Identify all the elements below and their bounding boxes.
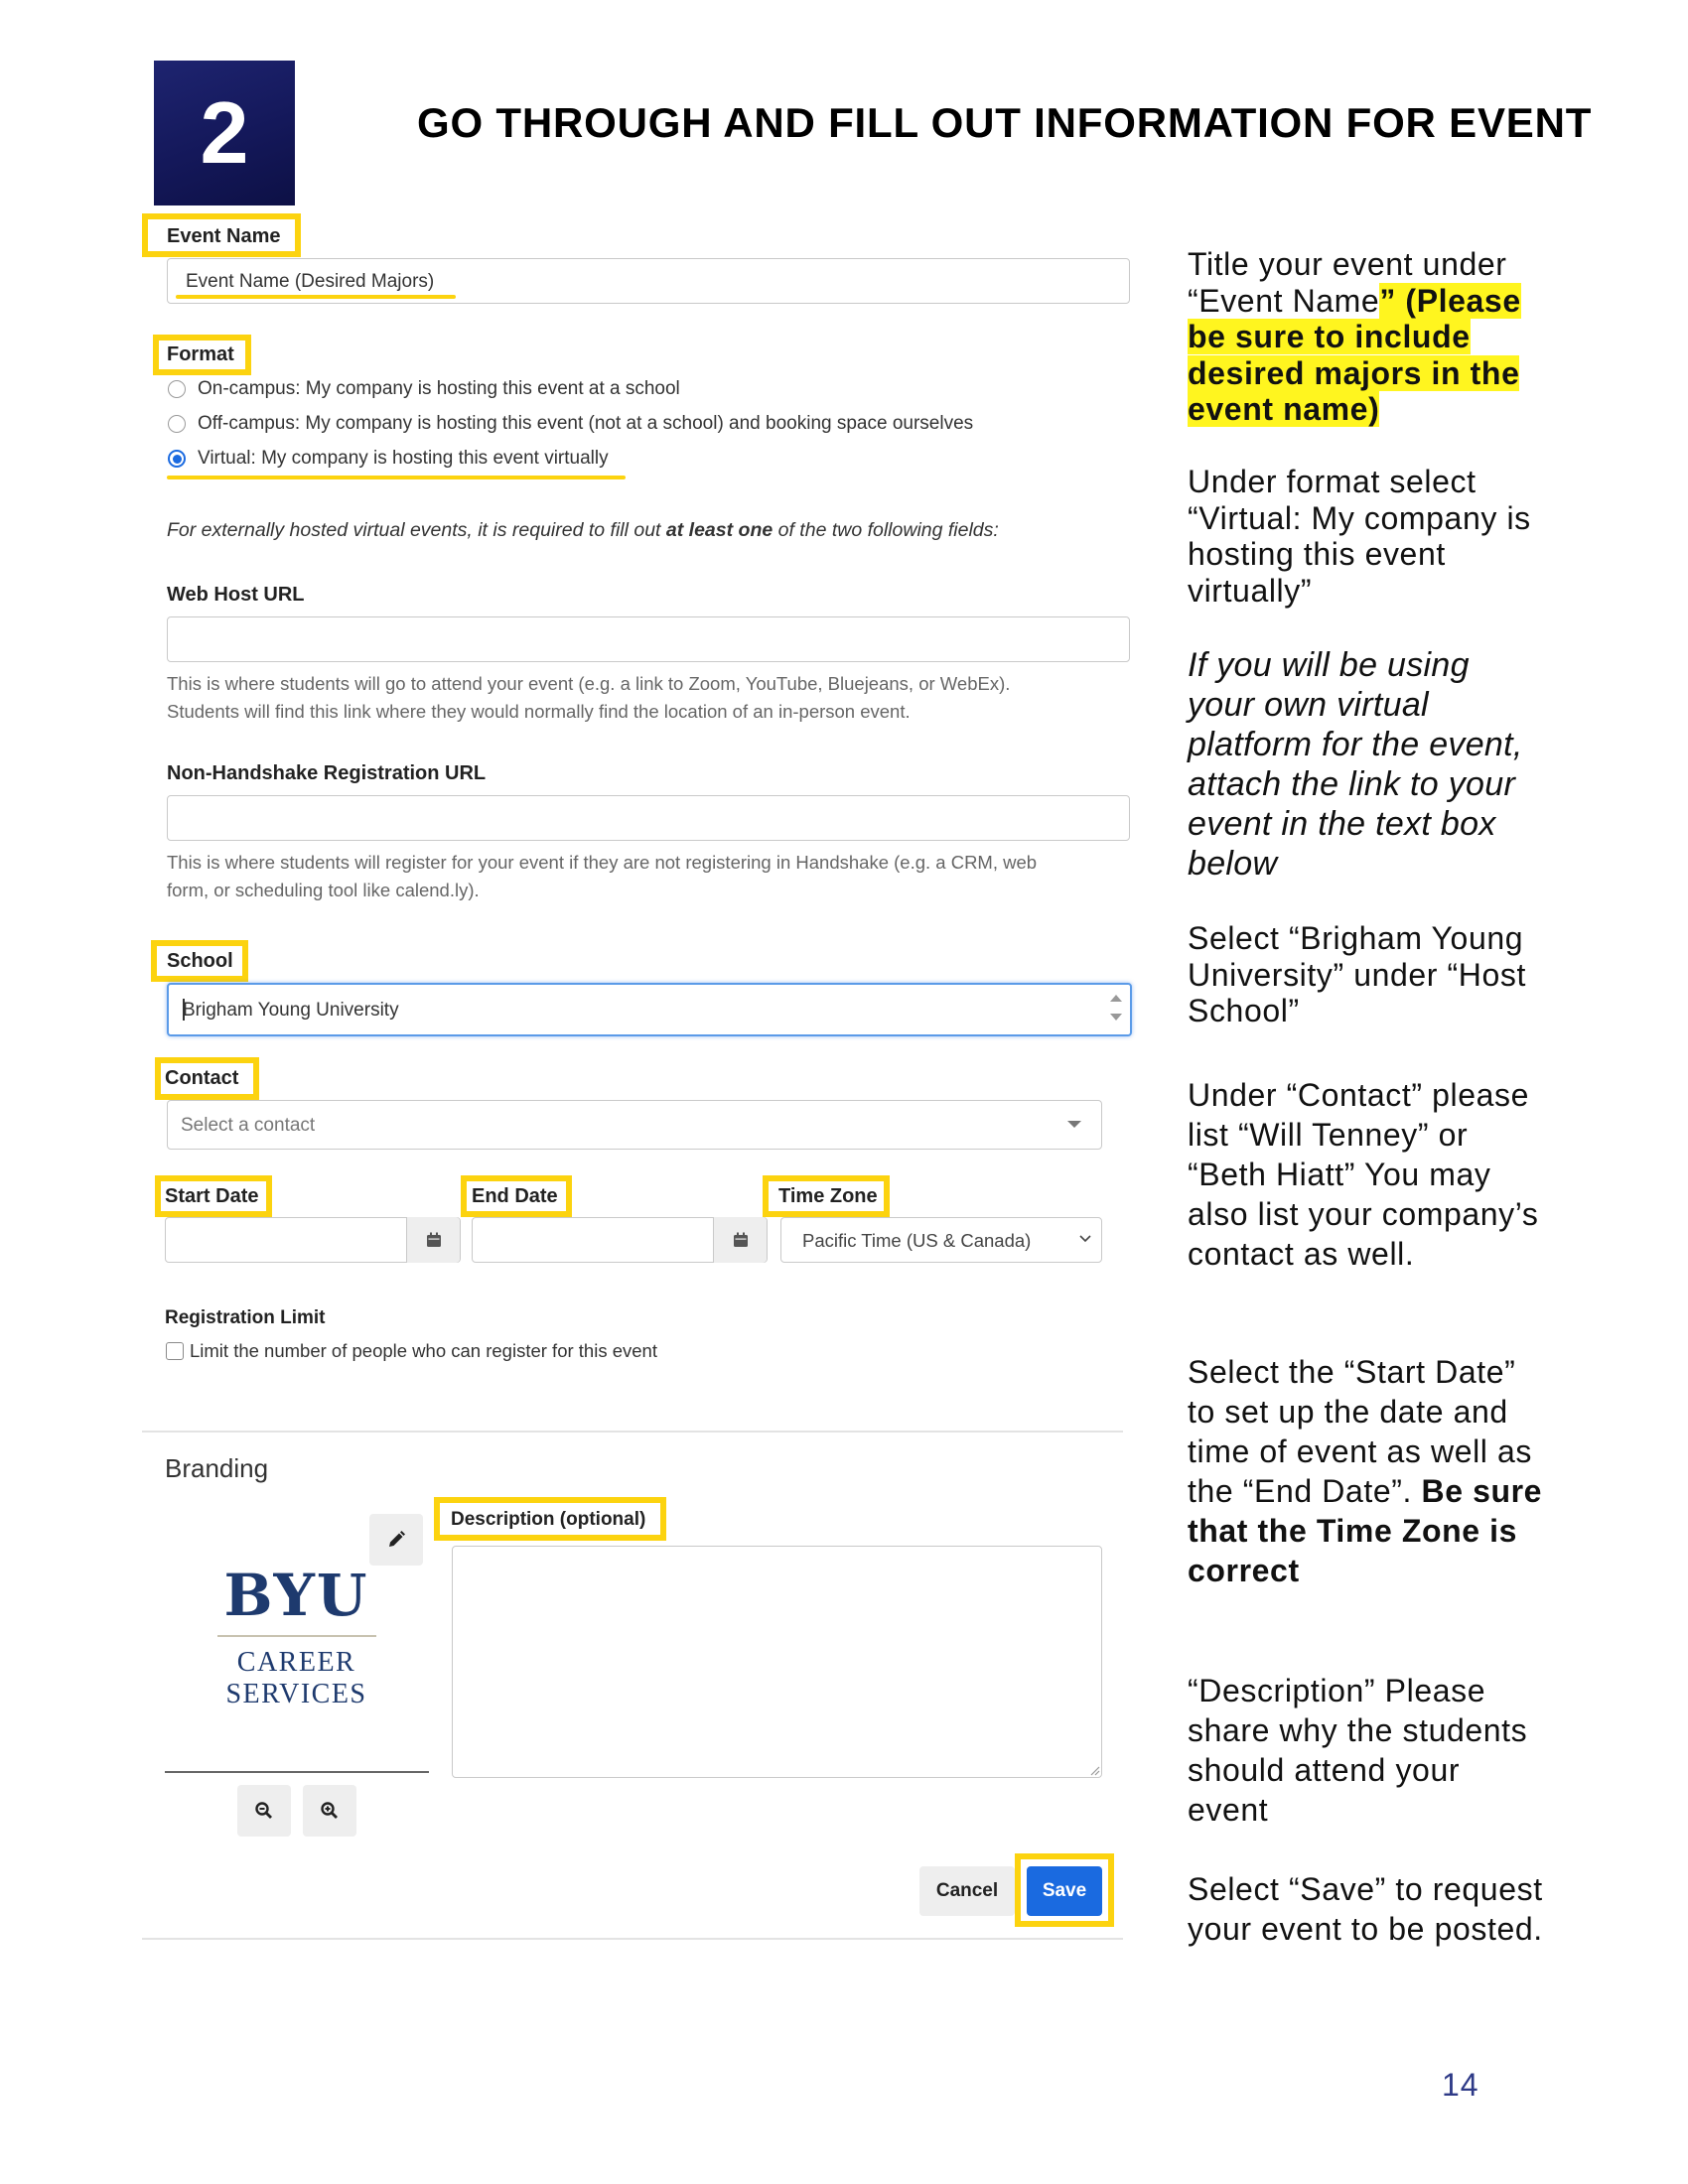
school-value: Brigham Young University (183, 1000, 399, 1021)
school-spinner[interactable] (1108, 991, 1124, 1030)
registration-url-help (167, 849, 1120, 904)
description-textarea[interactable] (452, 1546, 1102, 1778)
instruction-event-name-text: Title your event under “Event Name (1188, 246, 1507, 319)
instruction-dates-bold: Be sure that the Time Zone is correct (1188, 1473, 1543, 1588)
byu-logo (165, 1562, 428, 1709)
edit-logo-button[interactable] (369, 1514, 423, 1566)
registration-url-input[interactable] (167, 795, 1130, 841)
section-divider (142, 1431, 1123, 1433)
instruction-save: Select “Save” to request your event to be posted. (1188, 1871, 1543, 1947)
step-number-badge: 2 (154, 61, 295, 205)
logo-divider (217, 1635, 376, 1637)
time-zone-label: Time Zone (778, 1185, 878, 1207)
start-date-label: Start Date (165, 1185, 259, 1207)
format-option-off-campus: Off-campus: My company is hosting this event (not at a school) and booking space ourselves (198, 413, 974, 434)
calendar-icon (733, 1232, 749, 1248)
spinner-down-icon (1110, 1014, 1122, 1021)
logo-baseline (165, 1771, 429, 1773)
web-host-help-line-1: This is where students will go to attend your event (e.g. a link to Zoom, YouTube, Bluejeans, or WebEx). (167, 673, 1011, 694)
instruction-dates (1188, 1352, 1545, 1590)
zoom-in-icon (320, 1801, 340, 1821)
page-heading: GO THROUGH AND FILL OUT INFORMATION FOR EVENT (417, 99, 1593, 146)
registration-url-label: Non-Handshake Registration URL (167, 762, 487, 784)
cancel-button[interactable]: Cancel (919, 1866, 1015, 1916)
instruction-school: Select “Brigham Young University” under “Host School” (1188, 920, 1527, 1028)
registration-help-line-1: This is where students will register for your event if they are not registering in Handshake (e.g. a CRM, web (167, 852, 1038, 873)
instruction-dates-text: Select the “Start Date” to set up the date and time of event as well as the “End Date”. (1188, 1354, 1532, 1509)
registration-limit-text: Limit the number of people who can register for this event (190, 1340, 657, 1361)
calendar-icon (426, 1232, 442, 1248)
instruction-contact: Under “Contact” please list “Will Tenney” or “Beth Hiatt” You may also list your company’s contact as well. (1188, 1077, 1539, 1272)
registration-help-line-2: form, or scheduling tool like calend.ly). (167, 880, 480, 900)
virtual-note-text-2: of the two following fields: (773, 519, 999, 541)
format-option-on-campus: On-campus: My company is hosting this event at a school (198, 378, 680, 399)
web-host-url-input[interactable] (167, 616, 1130, 662)
web-host-help-line-2: Students will find this link where they would normally find the location of an in-person event. (167, 701, 911, 722)
format-radio-on-campus[interactable] (168, 380, 186, 398)
branding-label: Branding (165, 1453, 269, 1483)
instruction-event-name-highlight: ” (Please be sure to include desired majors in the event name) (1188, 282, 1521, 427)
page-number: 14 (1442, 2067, 1479, 2103)
instruction-format: Under format select “Virtual: My company is hosting this event virtually” (1188, 464, 1531, 609)
start-date-calendar-button[interactable] (406, 1217, 460, 1263)
zoom-in-button[interactable] (303, 1785, 356, 1837)
form-bottom-border (142, 1938, 1123, 1940)
logo-text-byu: BYU (223, 1562, 369, 1629)
logo-text-career-services: CAREER SERVICES (225, 1646, 367, 1709)
spinner-up-icon (1110, 995, 1122, 1002)
save-button[interactable]: Save (1027, 1866, 1102, 1916)
registration-limit-checkbox[interactable] (166, 1342, 184, 1360)
event-name-label: Event Name (167, 225, 281, 247)
web-host-url-label: Web Host URL (167, 584, 305, 606)
format-radio-virtual[interactable] (168, 450, 186, 468)
zoom-out-icon (254, 1801, 274, 1821)
end-date-label: End Date (472, 1185, 558, 1207)
format-label: Format (167, 343, 234, 365)
resize-handle-icon[interactable] (1088, 1764, 1100, 1776)
registration-limit-label: Registration Limit (165, 1307, 326, 1328)
instruction-description: “Description” Please share why the students should attend your event (1188, 1673, 1528, 1828)
virtual-note-bold: at least one (665, 519, 774, 541)
time-zone-value: Pacific Time (US & Canada) (802, 1230, 1032, 1251)
pencil-icon (386, 1530, 406, 1550)
underline-event-name (176, 295, 456, 299)
virtual-event-note (167, 519, 999, 542)
instruction-event-name (1188, 246, 1545, 428)
end-date-calendar-button[interactable] (713, 1217, 767, 1263)
format-radio-off-campus[interactable] (168, 415, 186, 433)
description-label: Description (optional) (451, 1509, 646, 1530)
chevron-down-icon (1078, 1234, 1092, 1244)
zoom-out-button[interactable] (237, 1785, 291, 1837)
underline-format-virtual (167, 476, 626, 479)
contact-label: Contact (165, 1067, 239, 1089)
virtual-note-text-1: For externally hosted virtual events, it is required to fill out (167, 519, 666, 541)
contact-dropdown-icon (1067, 1121, 1081, 1128)
contact-placeholder: Select a contact (181, 1115, 316, 1136)
instruction-virtual-platform: If you will be using your own virtual platform for the event, attach the link to your event in the text box below (1188, 646, 1523, 883)
event-name-value: Event Name (Desired Majors) (186, 271, 435, 292)
web-host-url-help (167, 670, 1120, 726)
format-option-virtual: Virtual: My company is hosting this event virtually (198, 448, 609, 469)
school-label: School (167, 950, 233, 972)
